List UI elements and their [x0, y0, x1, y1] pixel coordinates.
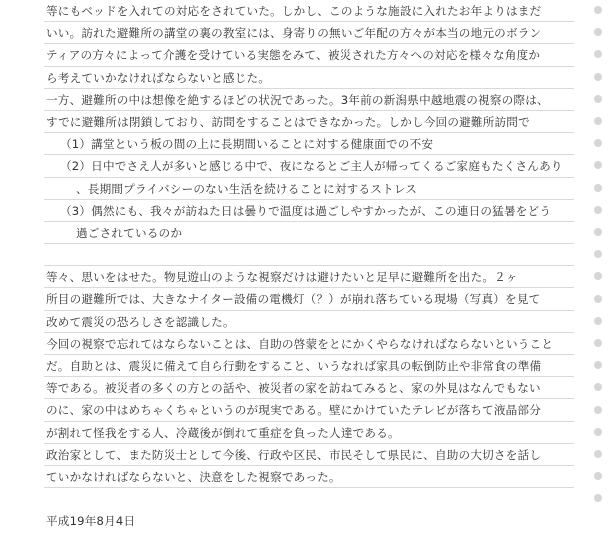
text-line: すでに避難所は閉鎖しており、訪問をすることはできなかった。しかし今回の避難所訪問で	[44, 111, 574, 133]
date-line: 平成19年8月4日	[46, 514, 136, 529]
binder-dot	[594, 272, 602, 280]
list-item-1: （1）講堂という板の間の上に長期間いることに対する健康面での不安	[44, 133, 574, 155]
text-line: 改めて震災の恐ろしさを認識した。	[44, 311, 574, 333]
list-item-2: （2）日中でさえ人が多いと感じる中で、夜になるとご主人が帰ってくるご家庭もたくさんあり	[44, 155, 574, 177]
list-item-3: （3）偶然にも、我々が訪ねた日は曇りで温度は過ごしやすかったが、この連日の猛暑をどう	[44, 200, 574, 222]
text-line: が割れて怪我をする人、冷蔵後が倒れて重症を負った人達である。	[44, 422, 574, 444]
document-body	[44, 0, 574, 533]
text-line: 政治家として、また防災士として今後、行政や区民、市民そして県民に、自助の大切さを話し	[44, 444, 574, 466]
text-line: 今回の視察で忘れてはならないことは、自助の啓蒙をとにかくやらなければならないということ	[44, 333, 574, 355]
binder-dot	[594, 6, 602, 14]
text-line: 等にもベッドを入れての対応をされていた。しかし、このような施設に入れたお年よりはまだ	[44, 0, 574, 22]
binder-dot	[594, 95, 602, 103]
text-line: だ。自助とは、震災に備えて自ら行動をすること、いうなれば家具の転倒防止や非常食の準備	[44, 355, 574, 377]
binder-dot	[594, 295, 602, 303]
binder-dot	[594, 206, 602, 214]
text-line: 等々、思いをはせた。物見遊山のような視察だけは避けたいと足早に避難所を出た。２ヶ	[44, 266, 574, 288]
text-line: のに、家の中はめちゃくちゃというのが現実である。壁にかけていたテレビが落ちて液晶部分	[44, 399, 574, 421]
binder-dot	[594, 117, 602, 125]
binder-dot	[594, 494, 602, 502]
text-line: ら考えていかなければならないと感じた。	[44, 67, 574, 89]
list-item-2-continued: 、長期間プライバシーのない生活を続けることに対するストレス	[44, 178, 574, 200]
text-line: ていかなければならないと、決意をした視察であった。	[44, 466, 574, 488]
binder-dots	[594, 6, 602, 526]
binder-dot	[594, 228, 602, 236]
binder-dot	[594, 339, 602, 347]
binder-dot	[594, 383, 602, 391]
binder-dot	[594, 50, 602, 58]
binder-dot	[594, 161, 602, 169]
text-line: 等である。被災者の多くの方との話や、被災者の家を訪ねてみると、家の外見はなんでもない	[44, 377, 574, 399]
blank-line	[44, 244, 574, 266]
blank-line	[44, 488, 574, 510]
binder-dot	[594, 472, 602, 480]
binder-dot	[594, 250, 602, 258]
binder-dot	[594, 73, 602, 81]
binder-dot	[594, 406, 602, 414]
binder-dot	[594, 28, 602, 36]
text-line: 一方、避難所の中は想像を絶するほどの状況であった。3年前の新潟県中越地震の視察の際は、	[44, 89, 574, 111]
binder-dot	[594, 361, 602, 369]
text-line: いい。訪れた避難所の講堂の裏の教室には、身寄りの無いご年配の方々が本当の地元のボラン	[44, 22, 574, 44]
text-line: 所目の避難所では、大きなナイター設備の電機灯（？）が崩れ落ちている現場（写真）を見て	[44, 288, 574, 310]
text-line: ティアの方々によって介護を受けている実態をみて、被災された方々への対応を様々な角度か	[44, 44, 574, 66]
binder-dot	[594, 450, 602, 458]
list-item-3-continued: 過ごされているのか	[44, 222, 574, 244]
binder-dot	[594, 139, 602, 147]
binder-dot	[594, 428, 602, 436]
binder-dot	[594, 317, 602, 325]
binder-dot	[594, 184, 602, 192]
